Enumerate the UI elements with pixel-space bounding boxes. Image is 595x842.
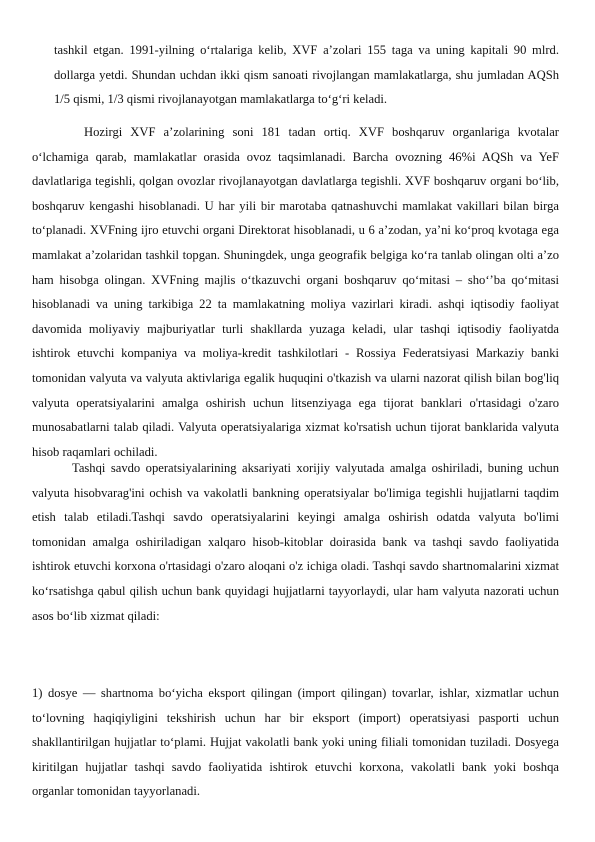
paragraph-xvf-members: Hozirgi XVF a’zolarining soni 181 tadan ortiq. XVF boshqaruv organlariga kvotalar o‘lchamiga qarab, mamlakatlar orasida ovoz taqsimlanadi. Barcha ovozning 46%i AQSh va YeF davlatlariga tegishli, qolgan ovozlar rivojlanayotgan davlatlarga tegishli. XVF boshqaruv organi bo‘lib, boshqaruv kengashi hisoblanadi. U har yili bir marotaba qatnashuvchi mamlakat vakillari bilan birga to‘planadi. XVFning ijro etuvchi organi Direktorat hisoblanadi, u 6 a’zodan, ya’ni ko‘proq kvotaga ega mamlakat a’zolaridan tashkil topgan. Shuningdek, unga geografik belgiga ko‘ra tanlab olingan olti a’zo ham hisobga olingan. XVFning majlis o‘tkazuvchi organi boshqaruv qo‘mitasi – sho‘’ba qo‘mitasi hisoblanadi va uning tarkibiga 22 ta mamlakatning moliya vazirlari kiradi. ashqi iqtisodiy faoliyat davomida moliyaviy majburiyatlar turli shakllarda yuzaga keladi, ular tashqi iqtisodiy faoliyatda ishtirok etuvchi kompaniya va moliya-kredit tashkilotlari - Rossiya Federatsiyasi Markaziy banki tomonidan valyuta va valyuta aktivlariga egalik huquqini o'tkazish va ularni nazorat qilish bilan bog'liq valyuta operatsiyalarini amalga oshirish uchun litsenziyaga ega tijorat banklari o'rtasidagi o'zaro munosabatlarni talab qiladi. Valyuta operatsiyalariga xizmat ko'rsatish uchun tijorat banklarida valyuta hisob raqamlari ochiladi. — [32, 125, 559, 459]
paragraph-continuation: tashkil etgan. 1991-yilning o‘rtalariga kelib, XVF a’zolari 155 taga va uning kapitali 90 mlrd. dollarga yetdi. Shundan uchdan ikki qism sanoati rivojlangan mamlakatlarga, shu jumladan AQSh 1/5 qismi, 1/3 qismi rivojlanayotgan mamlakatlarga to‘g‘ri keladi. — [54, 43, 559, 107]
paragraph-dossier: 1) dosye — shartnoma bo‘yicha eksport qilingan (import qilingan) tovarlar, ishlar, xizmatlar uchun to‘lovning haqiqiyligini tekshirish uchun har bir eksport (import) operatsiyasi pasporti uchun shakllantirilgan hujjatlar to‘plami. Hujjat vakolatli bank yoki uning filiali tomonidan tuziladi. Dosyega kiritilgan hujjatlar tashqi savdo faoliyatida ishtirok etuvchi korxona, vakolatli bank yoki boshqa organlar tomonidan tayyorlanadi. — [32, 686, 559, 799]
paragraph-foreign-trade: Tashqi savdo operatsiyalarining aksariyati xorijiy valyutada amalga oshiriladi, buning uchun valyuta hisobvarag'ini ochish va vakolatli bankning operatsiyalar bo'limiga tegishli hujjatlarni taqdim etish talab etiladi.Tashqi savdo operatsiyalarini keyingi amalga oshirish odatda valyuta bo'limi tomonidan amalga oshiriladigan xalqaro hisob-kitoblar doirasida bank va tashqi savdo faoliyatida ishtirok etuvchi korxona o'rtasidagi o'zaro aloqani o'z ichiga oladi. Tashqi savdo shartnomalarini xizmat ko‘rsatishga qabul qilish uchun bank quyidagi hujjatlarni tayyorlaydi, ular ham valyuta nazorati uchun asos bo‘lib xizmat qiladi: — [32, 461, 559, 623]
